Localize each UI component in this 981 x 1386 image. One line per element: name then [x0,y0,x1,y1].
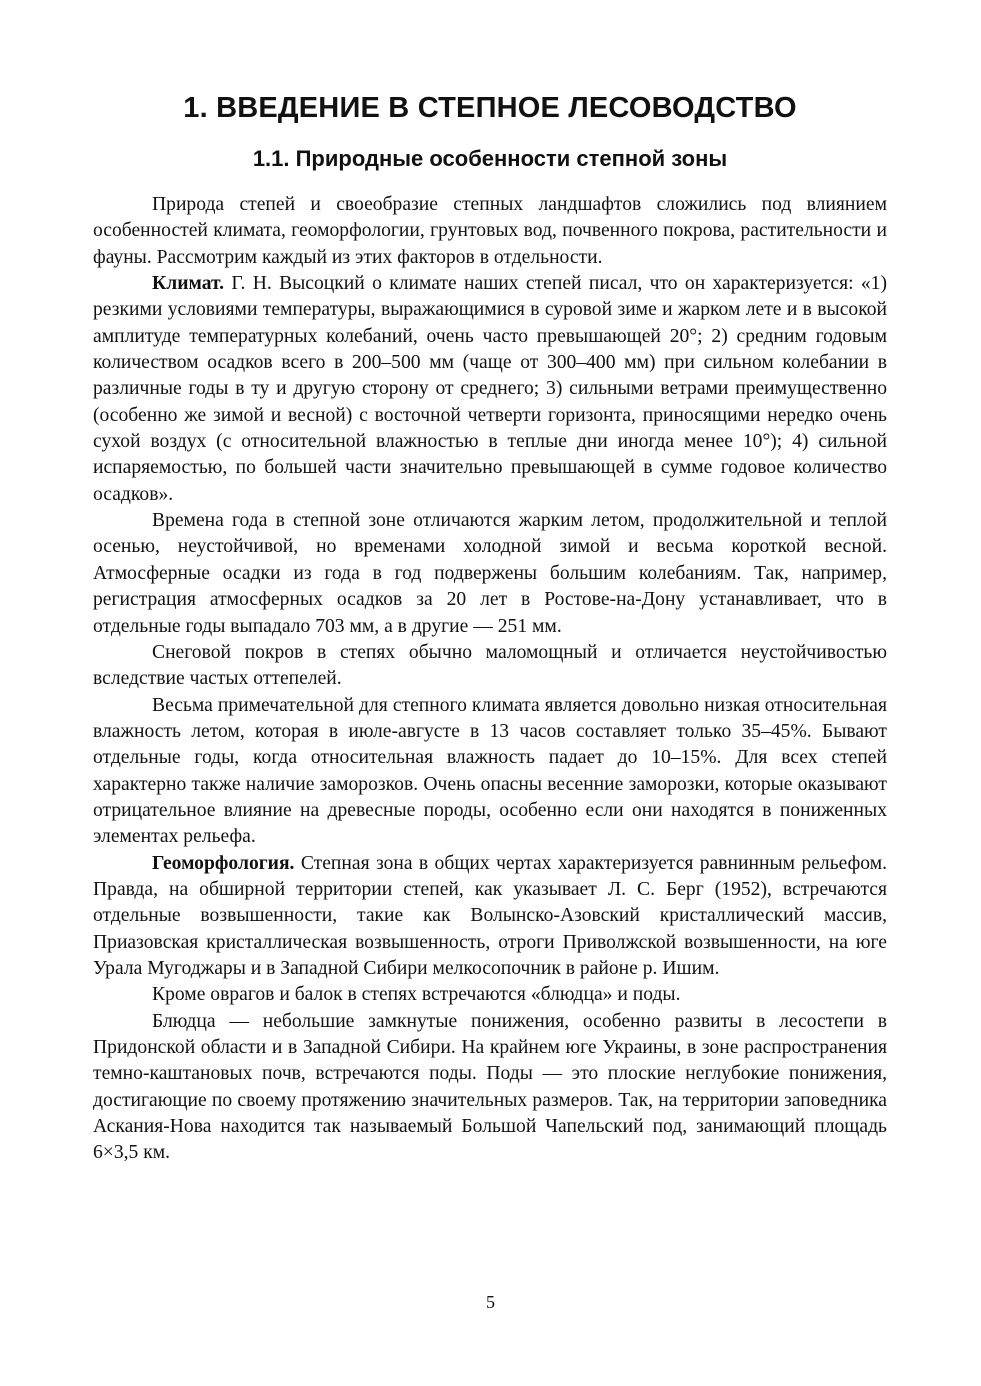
paragraph-lead-geomorphology: Геоморфология. [152,852,295,874]
paragraph-geomorphology [93,851,887,983]
paragraph-lead-climate: Климат. [152,273,225,295]
paragraph-text: Степная зона в общих чертах характеризуется равнинным рельефом. Правда, на обширной территории степей, как указывает Л. С. Берг (1952), встречаются отдельные возвышенности, такие как Волынско-Азовский кристаллический массив, Приазовская кристаллическая возвышенность, отроги Приволжской возвышенности, на юге Урала Мугоджары и в Западной Сибири мелкосопочник в районе р. Ишим. [93,852,887,979]
body-text [93,192,887,1167]
paragraph-text: Весьма примечательной для степного климата является довольно низкая относительная влажность летом, которая в июле-августе в 13 часов составляет только 35–45%. Бывают отдельные годы, когда относительная влажность падает до 10–15%. Для всех степей характерно также наличие заморозков. Очень опасны весенние заморозки, которые оказывают отрицательное влияние на древесные породы, особенно если они находятся в пониженных элементах рельефа. [93,694,887,848]
section-title: 1.1. Природные особенности степной зоны [252,146,728,171]
paragraph-snow [93,640,887,693]
page-number: 5 [486,1292,495,1312]
paragraph-text: Времена года в степной зоне отличаются жарким летом, продолжительной и теплой осенью, неустойчивой, но временами холодной зимой и весьма короткой весной. Атмосферные осадки из года в год подвержены большим колебаниям. Так, например, регистрация атмосферных осадков за 20 лет в Ростове-на-Дону устанавливает, что в отдельные годы выпадало 703 мм, а в другие — 251 мм. [93,510,887,637]
paragraph-seasons [93,508,887,640]
paragraph-ravines [93,982,887,1008]
paragraph-text: Снеговой покров в степях обычно маломощный и отличается неустойчивостью вследствие частых оттепелей. [93,641,887,690]
paragraph-text: Кроме оврагов и балок в степях встречаются «блюдца» и поды. [152,984,681,1006]
paragraph-climate [93,271,887,508]
paragraph-text: Блюдца — небольшие замкнутые понижения, особенно развиты в лесостепи в Придонской области и в Западной Сибири. На крайнем юге Украины, в зоне распространения темно-каштановых почв, встречаются поды. Поды — это плоские неглубокие понижения, достигающие по своему протяжению значительных размеров. Так, на территории заповедника Аскания-Нова находится так называемый Большой Чапельский под, занимающий площадь 6×3,5 км. [93,1010,887,1164]
chapter-title: 1. ВВЕДЕНИЕ В СТЕПНОЕ ЛЕСОВОДСТВО [183,92,797,124]
document-page [93,88,887,1167]
paragraph-intro [93,192,887,271]
paragraph-saucers [93,1009,887,1167]
paragraph-humidity [93,693,887,851]
paragraph-text: Природа степей и своеобразие степных ландшафтов сложились под влиянием особенностей климата, геоморфологии, грунтовых вод, почвенного покрова, растительности и фауны. Рассмотрим каждый из этих факторов в отдельности. [93,194,887,268]
paragraph-text: Г. Н. Высоцкий о климате наших степей писал, что он характеризуется: «1) резкими условиями температуры, выражающимися в суровой зиме и жарком лете и в высокой амплитуде температурных колебаний, очень часто превышающей 20°; 2) средним годовым количеством осадков всего в 200–500 мм (чаще от 300–400 мм) при сильном колебании в различные годы в ту и другую сторону от среднего; 3) сильными ветрами преимущественно (особенно же зимой и весной) с восточной четверти горизонта, приносящими нередко очень сухой воздух (с относительной влажностью в теплые дни иногда менее 10°); 4) сильной испаряемостью, по большей части значительно превышающей в сумме годовое количество осадков». [93,273,887,505]
